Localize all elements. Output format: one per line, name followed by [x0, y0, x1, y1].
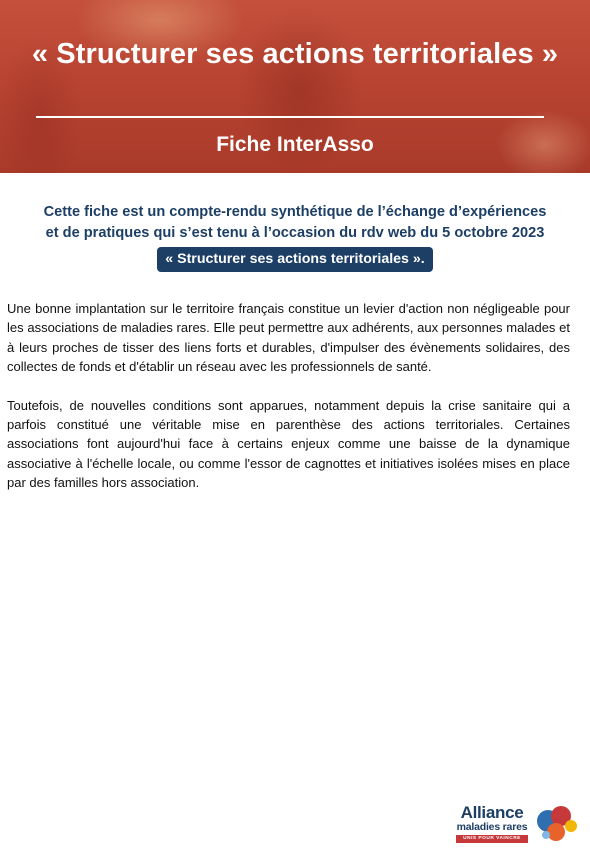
highlight-badge: « Structurer ses actions territoriales ».	[157, 247, 432, 272]
intro-text	[10, 202, 580, 244]
document-title: « Structurer ses actions territoriales »	[31, 38, 559, 70]
body-paragraph: Toutefois, de nouvelles conditions sont apparues, notamment depuis la crise sanitaire qui a parfois constitué une véritable mise en parenthèse des actions territoriales. Certaines associations font aujourd'hui face à certains enjeux comme une baisse de la dynamique associative à l'échelle locale, ou comme l'essor de cagnottes et initiatives isolées mises en place par des familles hors association.	[7, 397, 570, 491]
intro-line: et de pratiques qui s’est tenu à l’occasion du rdv web du 5 octobre 2023	[45, 225, 545, 241]
body-text	[7, 299, 570, 512]
document-subtitle: Fiche InterAsso	[216, 133, 374, 156]
logo-name: Alliance	[460, 803, 524, 822]
intro-line: Cette fiche est un compte-rendu synthétique de l’échange d’expériences	[43, 204, 547, 220]
highlight-wrapper	[0, 247, 590, 272]
logo-mark-icon	[534, 804, 580, 844]
header-banner	[0, 0, 590, 173]
body-paragraph: Une bonne implantation sur le territoire français constitue un levier d'action non négligeable pour les associations de maladies rares. Elle peut permettre aux adhérents, aux personnes malades et à leurs proches de tisser des liens forts et durables, d'impulser des évènements solidaires, des collectes de fonds et d'établir un réseau avec les professionnels de santé.	[7, 301, 570, 375]
alliance-logo	[452, 804, 584, 848]
logo-tagline: UNIS POUR VAINCRE	[456, 835, 528, 843]
logo-subname: maladies rares	[456, 821, 528, 833]
header-divider	[36, 116, 544, 118]
